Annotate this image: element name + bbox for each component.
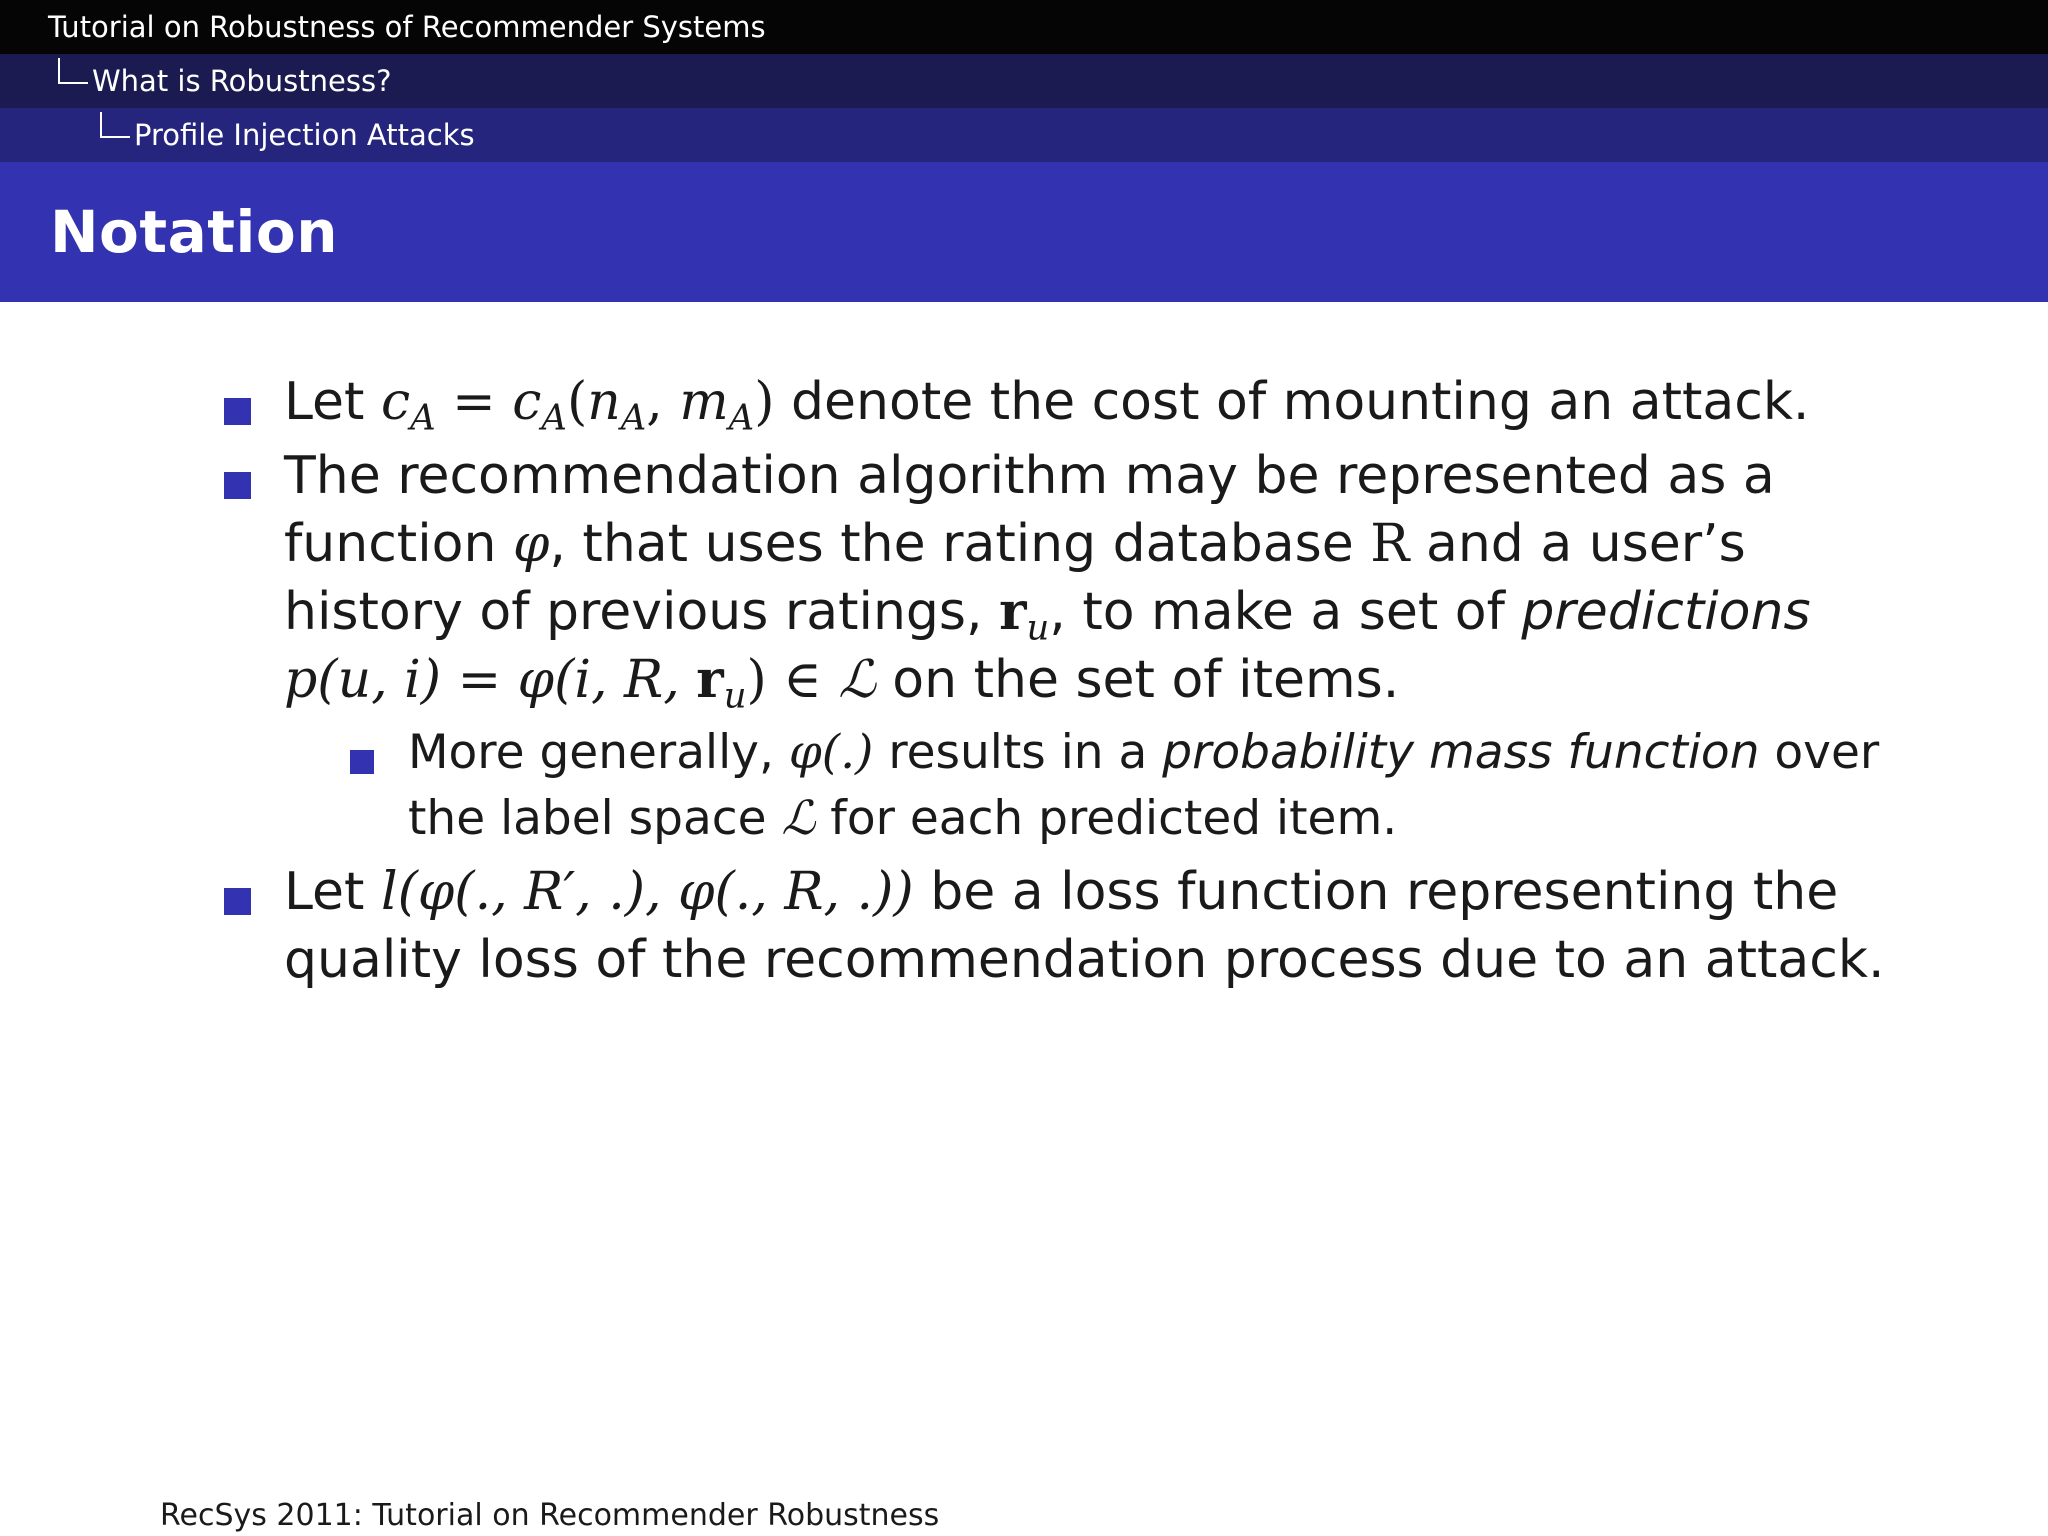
square-bullet-icon (350, 750, 374, 774)
math-var: φ (512, 514, 550, 574)
square-bullet-icon (224, 472, 251, 499)
math-comma: , (646, 372, 680, 432)
square-bullet-icon (224, 888, 251, 915)
nav-subsection[interactable] (0, 54, 2048, 108)
footer-text: RecSys 2011: Tutorial on Recommender Robustness (160, 1498, 940, 1533)
math-subscript: u (1026, 607, 1050, 649)
nav-subsubsection[interactable] (0, 108, 2048, 162)
nav-section[interactable] (0, 0, 2048, 54)
math-var: c (380, 372, 411, 432)
math-var: c (512, 372, 542, 432)
emphasis-text: probability mass function (1162, 725, 1760, 780)
math-subscript: A (620, 397, 647, 439)
bullet-text: on the set of items. (875, 650, 1400, 710)
bullet-loss (0, 858, 1930, 994)
math-expression: ) ∈ (746, 650, 839, 710)
emphasis-text: predictions (1521, 582, 1811, 642)
math-vector: r (999, 581, 1027, 642)
math-subscript: A (541, 397, 567, 439)
math-paren: ) (754, 372, 775, 432)
bullet-text: results in a (873, 725, 1163, 780)
square-bullet-icon (224, 398, 251, 425)
bullet-text: , that uses the rating database (549, 514, 1371, 574)
bullet-text: denote the cost of mounting an attack. (774, 372, 1810, 432)
nav-section-label: Tutorial on Robustness of Recommender Systems (48, 10, 766, 44)
math-var: n (587, 372, 621, 432)
tree-branch-icon (58, 58, 88, 84)
math-operator: = (435, 372, 513, 432)
math-expression: φ(.) (788, 725, 874, 780)
math-vector: r (696, 649, 724, 710)
bullet-text: , to make a set of (1049, 582, 1522, 642)
bullet-text: Let (284, 372, 381, 432)
tree-branch-icon (100, 112, 130, 138)
math-subscript: u (723, 675, 747, 717)
math-paren: ( (566, 372, 588, 432)
math-expression: l(φ(., R′, .), φ(., R, .)) (380, 862, 914, 922)
math-var: ℒ (838, 650, 876, 710)
slide-title: Notation (50, 198, 338, 266)
bullet-text: and a user’s history of previous ratings, (284, 514, 1746, 642)
slide-title-bar (0, 162, 2048, 302)
bullet-list (0, 368, 2048, 994)
bullet-text: More generally, (408, 725, 789, 780)
math-subscript: A (728, 397, 755, 439)
math-var: R (1370, 514, 1410, 574)
nav-subsection-label: What is Robustness? (92, 64, 392, 98)
bullet-text: Let (284, 862, 381, 922)
bullet-cost (0, 368, 1930, 439)
bullet-algorithm (0, 442, 1930, 717)
math-var: ℒ (781, 791, 816, 846)
bullet-text: The recommendation algorithm may be represented as a function (284, 446, 1775, 574)
sub-bullet-pmf (0, 720, 1930, 852)
nav-subsubsection-label: Profile Injection Attacks (134, 118, 475, 152)
math-var: m (679, 372, 729, 432)
bullet-text: be a loss function representing the quality loss of the recommendation process due to an attack. (284, 862, 1885, 990)
bullet-text: for each predicted item. (815, 791, 1398, 846)
math-subscript: A (410, 397, 436, 439)
bullet-text: over the label space (408, 725, 1880, 846)
math-expression: p(u, i) = φ(i, R, (284, 650, 697, 710)
